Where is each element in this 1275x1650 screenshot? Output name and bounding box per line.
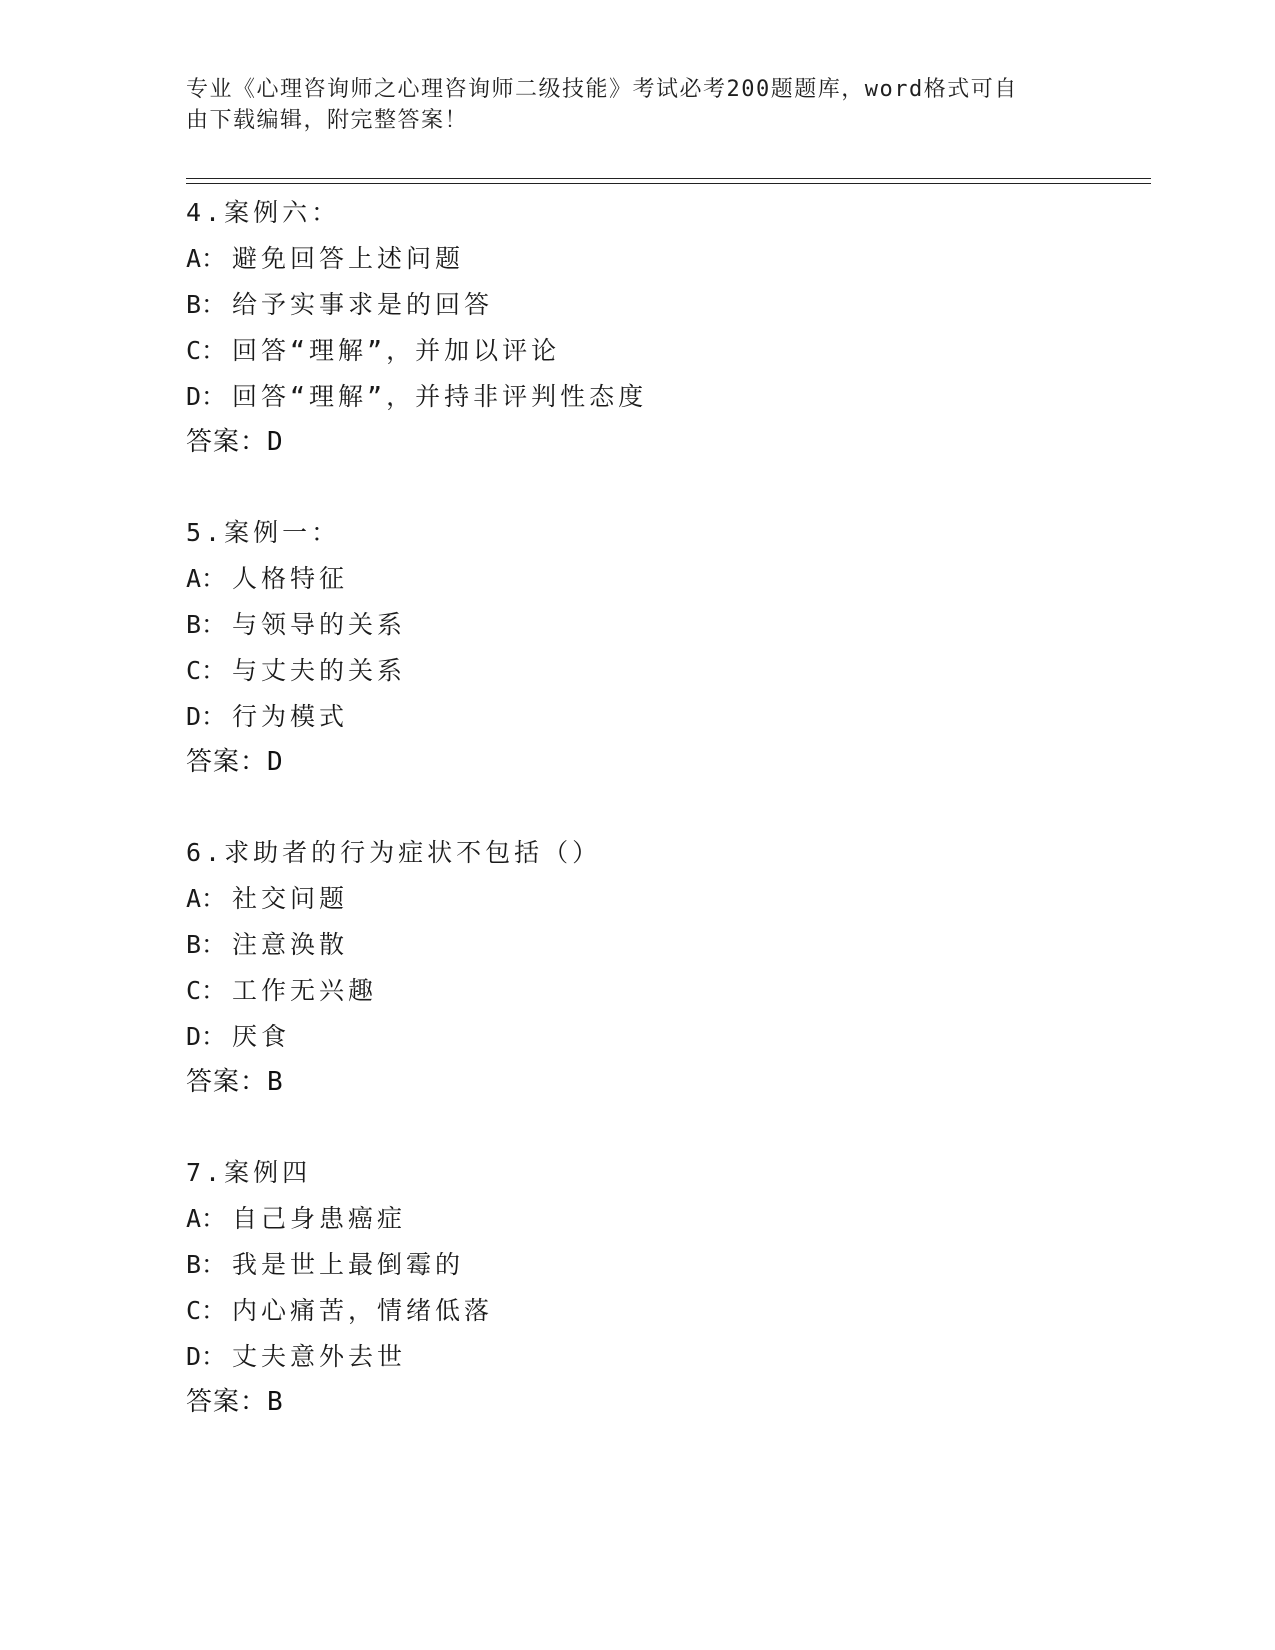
option-text: 自己身患癌症 xyxy=(232,1204,407,1233)
header-line-1: 专业《心理咨询师之心理咨询师二级技能》考试必考200题题库，word格式可自 xyxy=(186,77,1018,102)
option-letter: C： xyxy=(186,976,227,1005)
option-letter: B： xyxy=(186,290,227,319)
option-text: 我是世上最倒霉的 xyxy=(232,1250,465,1279)
option-letter: D： xyxy=(186,382,227,411)
option-text: 人格特征 xyxy=(232,564,349,593)
document-header xyxy=(186,74,1066,136)
option-c xyxy=(186,968,1146,1014)
question-stem: 7.案例四 xyxy=(186,1158,312,1187)
question-stem: 5.案例一： xyxy=(186,518,341,547)
answer-line: 答案：B xyxy=(186,1387,284,1417)
option-b xyxy=(186,282,1146,328)
answer-line: 答案：D xyxy=(186,747,284,777)
option-c xyxy=(186,648,1146,694)
option-text: 注意涣散 xyxy=(232,930,349,959)
option-text: 厌食 xyxy=(232,1022,291,1051)
option-a xyxy=(186,876,1146,922)
option-text: 内心痛苦，情绪低落 xyxy=(232,1296,494,1325)
option-text: 回答“理解”，并加以评论 xyxy=(232,336,561,365)
question-stem: 6.求助者的行为症状不包括（） xyxy=(186,838,602,867)
option-a xyxy=(186,1196,1146,1242)
header-divider xyxy=(186,178,1151,184)
option-d xyxy=(186,374,1146,420)
option-b xyxy=(186,1242,1146,1288)
option-b xyxy=(186,602,1146,648)
option-text: 与丈夫的关系 xyxy=(232,656,407,685)
option-c xyxy=(186,1288,1146,1334)
option-text: 给予实事求是的回答 xyxy=(232,290,494,319)
question-4 xyxy=(186,190,1146,464)
option-letter: A： xyxy=(186,1204,227,1233)
option-b xyxy=(186,922,1146,968)
option-text: 工作无兴趣 xyxy=(232,976,378,1005)
option-letter: D： xyxy=(186,702,227,731)
option-letter: C： xyxy=(186,336,227,365)
option-text: 回答“理解”，并持非评判性态度 xyxy=(232,382,648,411)
question-list xyxy=(186,190,1146,1470)
header-line-2: 由下载编辑，附完整答案！ xyxy=(186,108,469,133)
question-6 xyxy=(186,830,1146,1104)
option-c xyxy=(186,328,1146,374)
question-stem: 4.案例六： xyxy=(186,198,341,227)
question-7 xyxy=(186,1150,1146,1424)
option-letter: A： xyxy=(186,244,227,273)
option-text: 丈夫意外去世 xyxy=(232,1342,407,1371)
option-a xyxy=(186,556,1146,602)
answer-line: 答案：D xyxy=(186,427,284,457)
answer-line: 答案：B xyxy=(186,1067,284,1097)
option-d xyxy=(186,1334,1146,1380)
question-5 xyxy=(186,510,1146,784)
option-letter: C： xyxy=(186,1296,227,1325)
option-d xyxy=(186,694,1146,740)
option-letter: B： xyxy=(186,930,227,959)
option-text: 避免回答上述问题 xyxy=(232,244,465,273)
option-letter: C： xyxy=(186,656,227,685)
option-letter: B： xyxy=(186,610,227,639)
option-letter: A： xyxy=(186,564,227,593)
option-d xyxy=(186,1014,1146,1060)
option-a xyxy=(186,236,1146,282)
option-text: 行为模式 xyxy=(232,702,349,731)
option-letter: D： xyxy=(186,1022,227,1051)
option-letter: A： xyxy=(186,884,227,913)
option-text: 与领导的关系 xyxy=(232,610,407,639)
option-letter: D： xyxy=(186,1342,227,1371)
option-letter: B： xyxy=(186,1250,227,1279)
option-text: 社交问题 xyxy=(232,884,349,913)
